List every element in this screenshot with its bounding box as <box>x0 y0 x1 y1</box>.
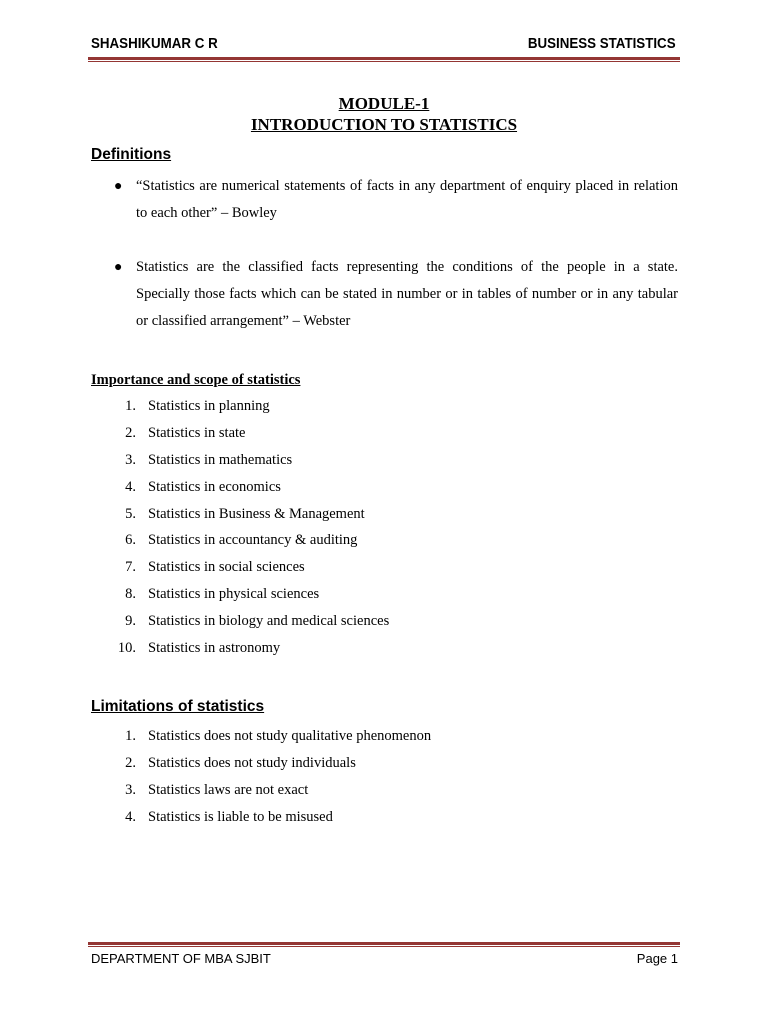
list-item <box>112 452 389 479</box>
list-item-number: 1. <box>125 398 136 414</box>
module-title: MODULE-1 <box>338 94 430 113</box>
definition-webster <box>136 254 678 335</box>
list-item-text: Statistics laws are not exact <box>148 781 309 798</box>
list-item-number: 4. <box>125 808 136 825</box>
list-item-text: Statistics in planning <box>148 398 270 414</box>
list-item-text: Statistics in biology and medical sciences <box>148 613 390 630</box>
list-item-number: 2. <box>125 754 136 771</box>
list-item <box>112 398 389 425</box>
list-item <box>112 559 389 586</box>
list-item-number: 3. <box>125 451 136 468</box>
list-item <box>112 640 389 667</box>
list-item-number: 5. <box>125 505 136 522</box>
list-item-number: 4. <box>125 478 136 495</box>
list-item <box>112 425 389 452</box>
list-item <box>112 782 431 809</box>
list-item <box>112 532 389 559</box>
definition-line: “Statistics are numerical statements of facts in any department of enquiry placed in relation <box>136 178 678 194</box>
importance-list <box>112 398 389 667</box>
list-item <box>112 728 431 755</box>
limitations-heading: Limitations of statistics <box>91 698 265 715</box>
list-item-number: 7. <box>125 559 136 576</box>
header-subject: BUSINESS STATISTICS <box>528 36 676 52</box>
list-item-number: 9. <box>125 613 136 630</box>
list-item <box>112 809 431 836</box>
list-item-text: Statistics in state <box>148 424 246 441</box>
list-item <box>112 506 389 533</box>
footer-rule <box>88 942 680 945</box>
list-item-text: Statistics in social sciences <box>148 559 305 576</box>
list-item-text: Statistics does not study qualitative phenomenon <box>148 728 432 744</box>
list-item-text: Statistics in physical sciences <box>148 586 320 603</box>
definition-bowley <box>136 173 678 227</box>
bullet-dot-icon: ● <box>114 179 123 194</box>
list-item-text: Statistics is liable to be misused <box>148 808 333 825</box>
list-item-number: 1. <box>125 728 136 744</box>
footer-department: DEPARTMENT OF MBA SJBIT <box>91 951 271 966</box>
list-item <box>112 479 389 506</box>
header-rule <box>88 57 680 60</box>
list-item-text: Statistics in economics <box>148 478 281 495</box>
header-rule-thin <box>88 61 680 62</box>
footer-rule-thin <box>88 946 680 947</box>
list-item <box>112 586 389 613</box>
definition-line: Statistics are the classified facts representing the conditions of the people in a state. <box>136 259 678 275</box>
importance-heading: Importance and scope of statistics <box>91 372 301 388</box>
definition-line: Specially those facts which can be stated in number or in tables of number or in any tabular <box>136 286 678 302</box>
list-item-text: Statistics in Business & Management <box>148 505 365 522</box>
list-item-number: 6. <box>125 532 136 549</box>
header-author: SHASHIKUMAR C R <box>91 36 218 52</box>
list-item-number: 10. <box>117 640 136 657</box>
list-item-number: 2. <box>125 424 136 441</box>
list-item <box>112 613 389 640</box>
definition-line: or classified arrangement” – Webster <box>136 313 351 329</box>
list-item <box>112 755 431 782</box>
list-item-number: 8. <box>125 586 136 603</box>
footer-page-number: Page 1 <box>636 951 678 966</box>
page-title: INTRODUCTION TO STATISTICS <box>250 115 518 134</box>
list-item-text: Statistics in accountancy & auditing <box>148 532 358 549</box>
list-item-text: Statistics in mathematics <box>148 451 293 468</box>
list-item-text: Statistics in astronomy <box>148 640 281 657</box>
bullet-dot-icon: ● <box>114 260 123 275</box>
definition-line: to each other” – Bowley <box>136 205 277 221</box>
list-item-text: Statistics does not study individuals <box>148 754 356 771</box>
list-item-number: 3. <box>125 781 136 798</box>
definitions-heading: Definitions <box>91 146 172 163</box>
limitations-list <box>112 728 431 836</box>
